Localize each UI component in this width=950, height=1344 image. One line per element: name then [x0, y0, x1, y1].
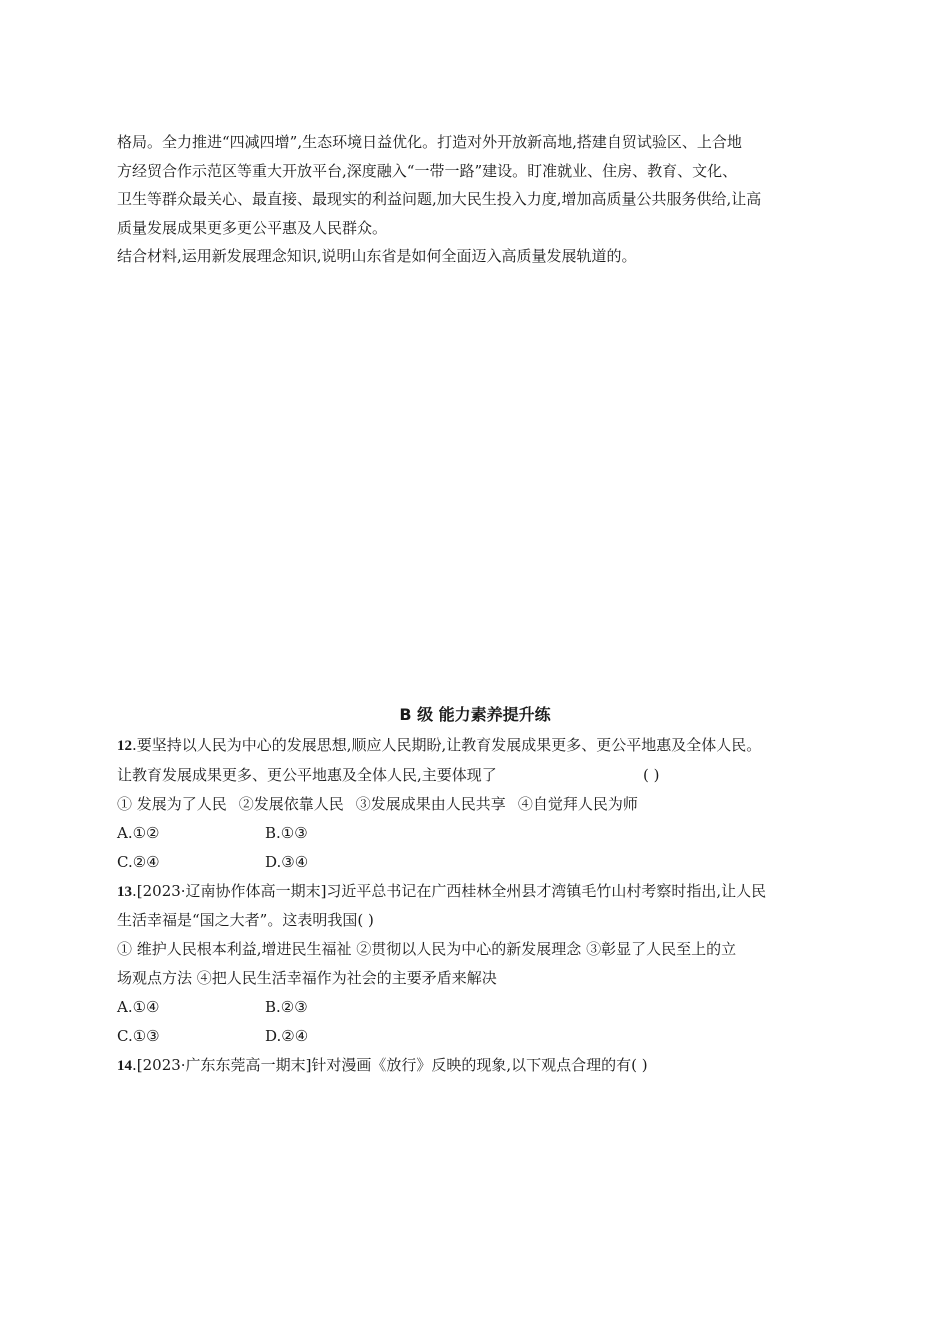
q13-items-text-2: 场观点方法 ④把人民生活幸福作为社会的主要矛盾来解决: [117, 969, 497, 988]
material-line: 方经贸合作示范区等重大开放平台,深度融入“一带一路”建设。盯准就业、住房、教育、文化、: [117, 161, 738, 180]
q13-items-text: ① 维护人民根本利益,增进民生福祉 ②贯彻以人民为中心的新发展理念 ③彰显了人民至上的立: [117, 940, 737, 959]
q12-options-row-2: [117, 848, 833, 877]
q14-stem-line-1: [117, 1051, 833, 1081]
option-b: B.①③: [265, 823, 308, 842]
q13-stem-line-1: [117, 877, 833, 907]
q13-stem-text: .[2023·辽南协作体高一期末]习近平总书记在广西桂林全州县才湾镇毛竹山村考察时指出,让人民: [132, 881, 767, 900]
q12-options-row-1: [117, 819, 833, 848]
answer-bracket: ( ): [643, 765, 660, 784]
material-line: 卫生等群众最关心、最直接、最现实的利益问题,加大民生投入力度,增加高质量公共服务供给,让高: [117, 190, 762, 208]
option-c: C.②④: [117, 852, 160, 871]
q12-stem-text-2: 让教育发展成果更多、更公平地惠及全体人民,主要体现了: [117, 765, 497, 784]
q13-options-row-1: [117, 993, 833, 1022]
q12-item-4: ④自觉拜人民为师: [517, 794, 638, 813]
option-a: A.①④: [117, 998, 160, 1017]
q13-options-row-2: [117, 1022, 833, 1051]
q12-item-1: ① 发展为了人民: [117, 794, 227, 813]
q12-stem-line-1: [117, 731, 833, 761]
material-question: 结合材料,运用新发展理念知识,说明山东省是如何全面迈入高质量发展轨道的。: [117, 247, 637, 265]
material-passage: [117, 128, 833, 271]
option-d: D.②④: [265, 1027, 309, 1046]
q12-items: [117, 790, 833, 819]
q14-stem-text: .[2023·广东东莞高一期末]针对漫画《放行》反映的现象,以下观点合理的有( ): [132, 1055, 648, 1074]
option-a: A.①②: [117, 823, 160, 842]
q13-stem-text-2: 生活幸福是“国之大者”。这表明我国( ): [117, 911, 374, 930]
q12-item-3: ③发展成果由人民共享: [355, 794, 506, 813]
question-number: 12: [117, 738, 132, 754]
option-c: C.①③: [117, 1027, 160, 1046]
section-title: B 级 能力素养提升练: [399, 705, 551, 724]
question-list: [117, 731, 833, 1081]
material-line: 质量发展成果更多更公平惠及人民群众。: [117, 218, 388, 237]
q13-stem-line-2: [117, 906, 833, 935]
q12-stem-line-2: [117, 761, 833, 790]
material-line: 格局。全力推进“四减四增”,生态环境日益优化。打造对外开放新高地,搭建自贸试验区、上合地: [117, 133, 742, 151]
option-d: D.③④: [265, 852, 309, 871]
question-number: 13: [117, 883, 132, 900]
question-number: 14: [117, 1057, 132, 1074]
option-b: B.②③: [265, 998, 308, 1017]
q12-item-2: ②发展依靠人民: [238, 794, 344, 813]
q12-stem-text: .要坚持以人民为中心的发展思想,顺应人民期盼,让教育发展成果更多、更公平地惠及全体人民。: [132, 736, 762, 754]
q13-items-line-1: [117, 935, 833, 964]
q13-items-line-2: [117, 964, 833, 993]
